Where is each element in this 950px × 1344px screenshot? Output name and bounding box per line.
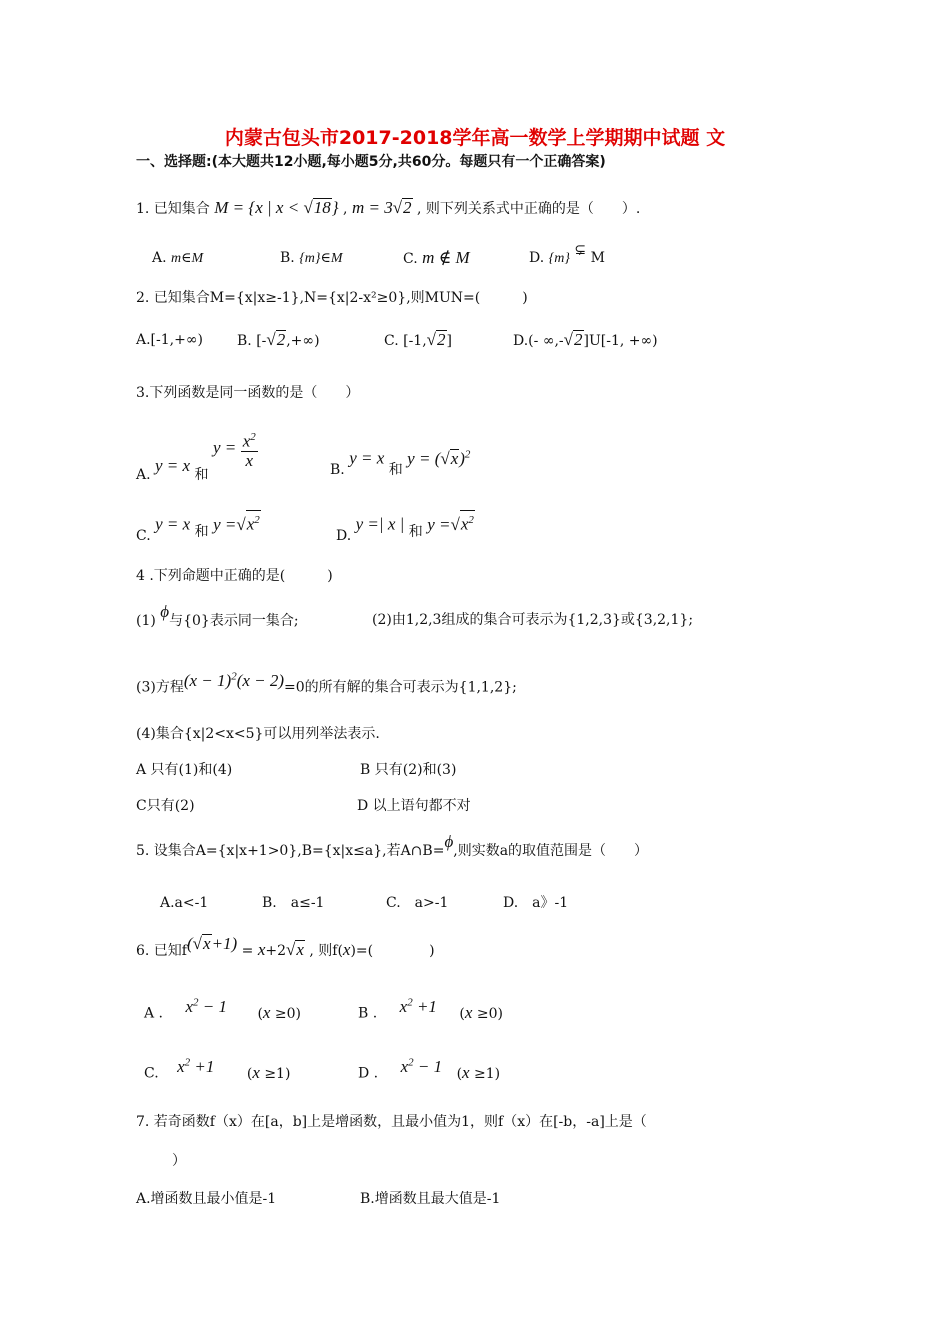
q4-option-b: B 只有(2)和(3) — [360, 762, 457, 778]
q4-option-c: C只有(2) — [136, 798, 195, 814]
q6-option-c: C. $x^2 +1$ (x ≥1) — [144, 1056, 291, 1082]
q4-statement-4: (4)集合{x|2<x<5}可以用列举法表示. — [136, 726, 380, 742]
q3-option-a: A. y = x 和 y = $\frac{x^2}{x}$ — [136, 428, 258, 474]
empty-set-icon: ϕ — [160, 602, 170, 621]
q1-option-b: B. {m}∈M — [280, 250, 343, 266]
q2-option-b: B. [-√2,+∞) — [237, 330, 320, 349]
q4-option-a: A 只有(1)和(4) — [136, 762, 233, 778]
q4-statement-2: (2)由1,2,3组成的集合可表示为{1,2,3}或{3,2,1}; — [372, 612, 694, 628]
q6-option-d: D . $x^2 - 1$ (x ≥1) — [358, 1056, 501, 1082]
q2-option-d: D.(- ∞,-√2]U[-1, +∞) — [513, 330, 658, 349]
question-2: 2. 已知集合M={x|x≥-1},N={x|2-x²≥0},则MUN=( ) — [136, 290, 528, 306]
question-1 — [136, 198, 640, 219]
question-3: 3.下列函数是同一函数的是（ ） — [136, 385, 360, 401]
q1-options — [152, 248, 203, 269]
q3-option-c: C. y = x 和 $y =√x^2$ — [136, 510, 261, 536]
question-7-cont: ） — [172, 1153, 186, 1169]
proper-subset-icon: ⊊ — [574, 242, 587, 258]
q3-option-b: B. y = x 和 $y = (√x)^2$ — [330, 448, 471, 478]
q5-option-b: B. a≤-1 — [262, 895, 325, 911]
q5-option-d: D. a》-1 — [503, 895, 569, 911]
question-6: 6. 已知f(√x+1) = x+2√x , 则f(x)=( ) — [136, 934, 435, 959]
q4-statement-1: (1) ϕ与{0}表示同一集合; — [136, 602, 299, 629]
q3-option-d: D. y =| x | 和 $y =√x^2$ — [336, 510, 475, 536]
q1-prefix: 1. 已知集合 — [136, 201, 210, 217]
empty-set-icon: ϕ — [444, 832, 454, 851]
q2-option-c: C. [-1,√2] — [384, 330, 452, 349]
q1-m-expr: m = 3√2 — [351, 198, 412, 217]
q7-option-b: B.增函数且最大值是-1 — [360, 1191, 501, 1207]
q1-option-c: C. m ∉ M — [403, 248, 470, 267]
q1-suffix: , 则下列关系式中正确的是（ ）. — [417, 201, 641, 217]
q5-option-a: A.a<-1 — [160, 895, 209, 911]
question-5: 5. 设集合A={x|x+1>0},B={x|x≤a},若A∩B=ϕ,则实数a的取值范围是（ ） — [136, 832, 649, 859]
page-title: 内蒙古包头市2017-2018学年高一数学上学期期中试题 文 — [224, 127, 726, 149]
q1-set-expr: M = {x | x < √18} — [214, 198, 339, 217]
section-heading: 一、选择题:(本大题共12小题,每小题5分,共60分。每题只有一个正确答案) — [136, 154, 606, 170]
q4-option-d: D 以上语句都不对 — [357, 798, 471, 814]
q5-option-c: C. a>-1 — [386, 895, 449, 911]
q4-statement-3: (3)方程$(x - 1)^2(x - 2)=0$的所有解的集合可表示为{1,1,2}; — [136, 670, 517, 696]
q6-option-a: A . $x^2 - 1$ (x ≥0) — [144, 996, 302, 1022]
q1-a-expr: m∈M — [171, 251, 204, 266]
q6-option-b: B . $x^2 +1$ (x ≥0) — [358, 996, 503, 1022]
q1-option-d: D. {m} ⊊ M — [529, 242, 605, 266]
question-7: 7. 若奇函数f（x）在[a，b]上是增函数，且最小值为1，则f（x）在[-b，-a]上是（ — [136, 1114, 647, 1130]
q1-a-label: A. — [152, 250, 167, 266]
q7-option-a: A.增函数且最小值是-1 — [136, 1191, 277, 1207]
question-4: 4 .下列命题中正确的是( ) — [136, 568, 333, 584]
q2-option-a: A.[-1,+∞) — [136, 332, 203, 348]
q1-comma: , — [343, 201, 348, 217]
